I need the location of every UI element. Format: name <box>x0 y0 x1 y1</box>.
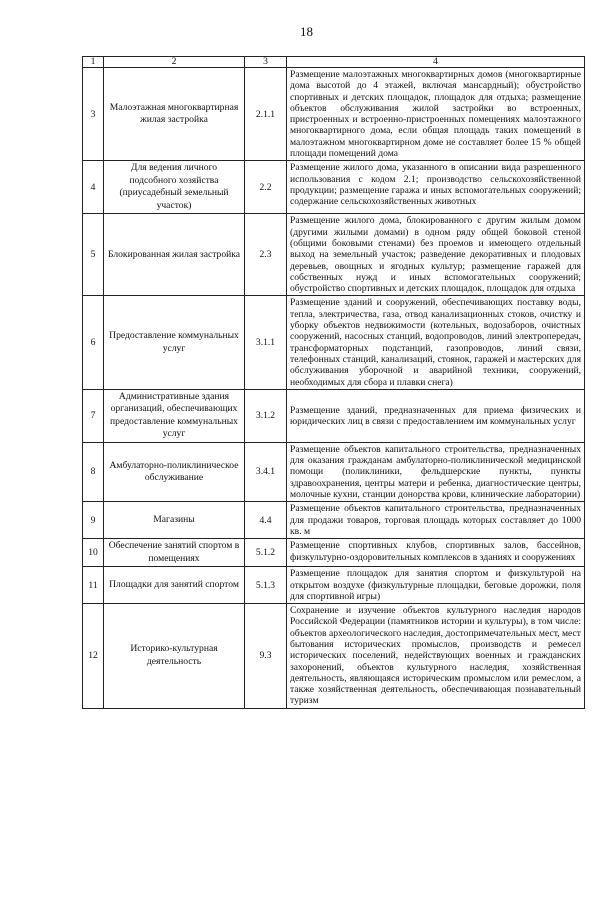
use-type-code: 4.4 <box>245 502 287 539</box>
row-number: 11 <box>83 567 104 604</box>
page-number: 18 <box>300 24 313 39</box>
use-type-name: Для ведения личного подсобного хозяйства (приусадебный земельный участок) <box>104 161 245 214</box>
use-type-name: Предоставление коммунальных услуг <box>104 296 245 389</box>
header-col-1: 1 <box>83 57 104 68</box>
row-number: 8 <box>83 442 104 501</box>
use-type-name: Историко-культурная деятельность <box>104 604 245 709</box>
land-use-table <box>82 56 585 709</box>
use-type-description: Размещение жилого дома, блокированного с другим жилым домом (другими жилыми домами) в одном ряду общей боковой стеной (общими боковыми стенами) без проемов и имеющего отдельный выход на земельный участок; разведение декоративных и плодовых деревьев, овощных и ягодных культур; размещение гаражей для собственных нужд и иных вспомогательных сооружений; обустройство спортивных и детских площадок, площадок для отдыха <box>287 214 585 296</box>
use-type-name: Магазины <box>104 502 245 539</box>
use-type-code: 9.3 <box>245 604 287 709</box>
table-row <box>83 296 585 389</box>
use-type-name: Площадки для занятий спортом <box>104 567 245 604</box>
row-number: 5 <box>83 214 104 296</box>
use-type-description: Размещение зданий и сооружений, обеспечивающих поставку воды, тепла, электричества, газа, отвод канализационных стоков, очистку и уборку объектов недвижимости (котельных, водозаборов, очистных сооружений, насосных станций, водопроводов, линий электропередач, трансформаторных подстанций, газопроводов, линий связи, телефонных станций, канализаций, стоянок, гаражей и мастерских для обслуживания уборочной и аварийной техники, сооружений, необходимых для сбора и плавки снега) <box>287 296 585 389</box>
row-number: 7 <box>83 389 104 442</box>
use-type-code: 2.2 <box>245 161 287 214</box>
use-type-code: 5.1.2 <box>245 539 287 567</box>
use-type-code: 2.3 <box>245 214 287 296</box>
use-type-description: Размещение площадок для занятия спортом и физкультурой на открытом воздухе (физкультурные площадки, беговые дорожки, поля для спортивной игры) <box>287 567 585 604</box>
table-row <box>83 68 585 161</box>
use-type-code: 2.1.1 <box>245 68 287 161</box>
table-row <box>83 214 585 296</box>
row-number: 4 <box>83 161 104 214</box>
use-type-code: 5.1.3 <box>245 567 287 604</box>
row-number: 9 <box>83 502 104 539</box>
use-type-code: 3.1.2 <box>245 389 287 442</box>
use-type-name: Амбулаторно-поликлиническое обслуживание <box>104 442 245 501</box>
table-row <box>83 567 585 604</box>
use-type-name: Малоэтажная многоквартирная жилая застройка <box>104 68 245 161</box>
use-type-name: Обеспечение занятий спортом в помещениях <box>104 539 245 567</box>
table-row <box>83 604 585 709</box>
table-row <box>83 539 585 567</box>
table-row <box>83 161 585 214</box>
use-type-name: Блокированная жилая застройка <box>104 214 245 296</box>
table-row <box>83 502 585 539</box>
header-col-2: 2 <box>104 57 245 68</box>
row-number: 10 <box>83 539 104 567</box>
use-type-description: Сохранение и изучение объектов культурного наследия народов Российской Федерации (памятников истории и культуры), в том числе: объектов археологического наследия, достопримечательных мест, мест бытования исторических промыслов, производств и ремесел исторических поселений, недействующих военных и гражданских захоронений, объектов культурного наследия, хозяйственная деятельность, являющаяся историческим промыслом или ремеслом, а также хозяйственная деятельность, обеспечивающая познавательный туризм <box>287 604 585 709</box>
use-type-description: Размещение жилого дома, указанного в описании вида разрешенного использования с кодом 2.1; производство сельскохозяйственной продукции; размещение гаража и иных вспомогательных сооружений; содержание сельскохозяйственных животных <box>287 161 585 214</box>
use-type-description: Размещение зданий, предназначенных для приема физических и юридических лиц в связи с предоставлением им коммунальных услуг <box>287 389 585 442</box>
use-type-code: 3.4.1 <box>245 442 287 501</box>
table-row <box>83 442 585 501</box>
header-col-4: 4 <box>287 57 585 68</box>
row-number: 3 <box>83 68 104 161</box>
use-type-description: Размещение объектов капитального строительства, предназначенных для продажи товаров, торговая площадь которых составляет до 1000 кв. м <box>287 502 585 539</box>
header-col-3: 3 <box>245 57 287 68</box>
use-type-name: Административные здания организаций, обеспечивающих предоставление коммунальных услуг <box>104 389 245 442</box>
header-row <box>83 57 585 68</box>
use-type-description: Размещение малоэтажных многоквартирных домов (многоквартирные дома высотой до 4 этажей, включая мансардный); обустройство спортивных и детских площадок, площадок для отдыха; размещение объектов обслуживания жилой застройки во встроенных, пристроенных и встроенно-пристроенных помещениях малоэтажного многоквартирного дома, если общая площадь таких помещений в малоэтажном многоквартирном доме не составляет более 15 % общей площади помещений дома <box>287 68 585 161</box>
use-type-description: Размещение объектов капитального строительства, предназначенных для оказания гражданам амбулаторно-поликлинической медицинской помощи (поликлиники, фельдшерские пункты, пункты здравоохранения, центры матери и ребенка, диагностические центры, молочные кухни, станции донорства крови, клинические лаборатории) <box>287 442 585 501</box>
row-number: 6 <box>83 296 104 389</box>
use-type-code: 3.1.1 <box>245 296 287 389</box>
use-type-description: Размещение спортивных клубов, спортивных залов, бассейнов, физкультурно-оздоровительных комплексов в зданиях и сооружениях <box>287 539 585 567</box>
row-number: 12 <box>83 604 104 709</box>
table-row <box>83 389 585 442</box>
